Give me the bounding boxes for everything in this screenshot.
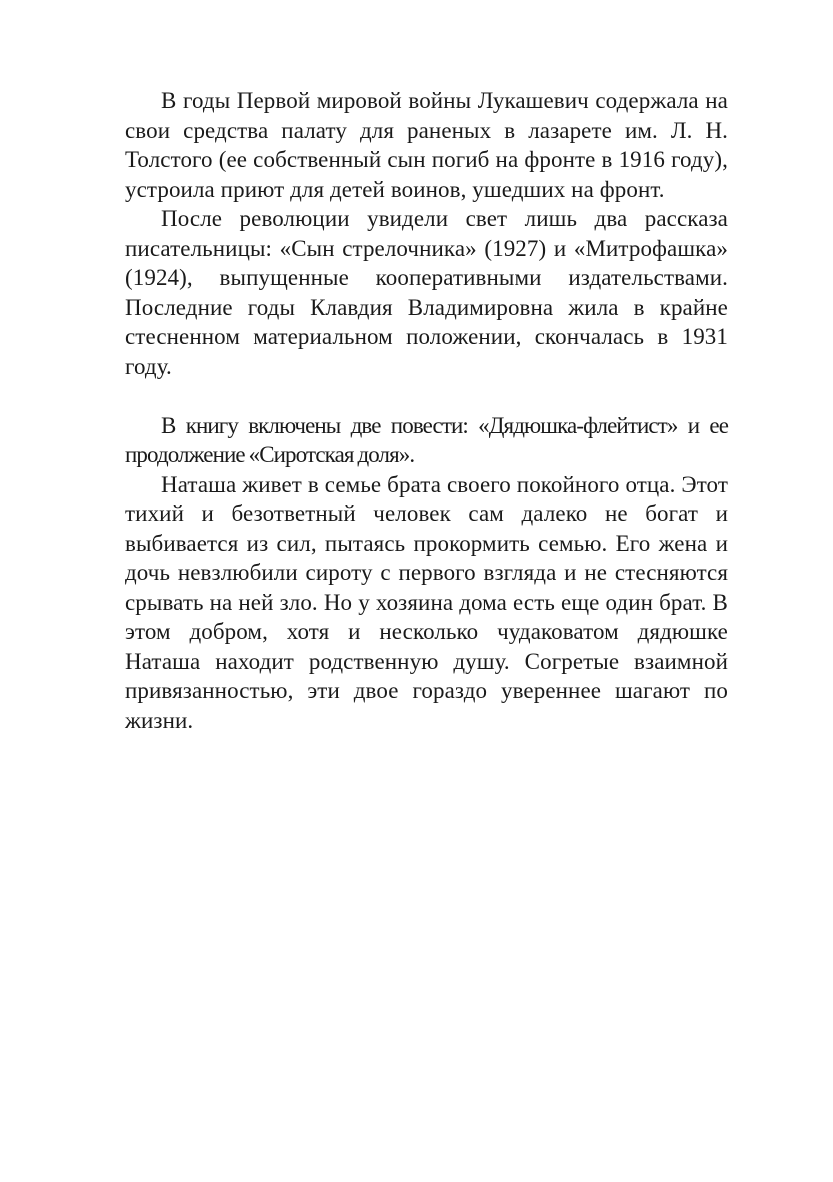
paragraph-war-years: В годы Первой мировой войны Лукашевич содержала на свои средства палату для раненых в лазарете им. Л. Н. Толстого (ее собственный сын погиб на фронте в 1916 году), устроила приют для детей воинов, ушедших на фронт. bbox=[125, 88, 728, 202]
text-block bbox=[125, 86, 728, 735]
paragraph-after-revolution: После революции увидели свет лишь два рассказа писательницы: «Сын стрелочника» (1927) и «Митрофашка» (1924), выпущенные кооперативными издательствами. Последние годы Клавдия Владимировна жила в крайне стесненном материальном положении, скончалась в 1931 году. bbox=[125, 206, 728, 379]
paragraph-book-contents: В книгу включены две повести: «Дядюшка-флейтист» и ее продолжение «Сиротская доля». bbox=[125, 412, 728, 467]
paragraph-natasha-story: Наташа живет в семье брата своего покойного отца. Этот тихий и безответный человек сам далеко не богат и выбивается из сил, пытаясь прокормить семью. Его жена и дочь невзлюбили сироту с первого взгляда и не стесняются срывать на ней зло. Но у хозяина дома есть еще один брат. В этом добром, хотя и несколько чудаковатом дядюшке Наташа находит родственную душу. Согретые взаимной привязанностью, эти двое гораздо увереннее шагают по жизни. bbox=[125, 471, 728, 733]
section-gap bbox=[125, 381, 728, 411]
